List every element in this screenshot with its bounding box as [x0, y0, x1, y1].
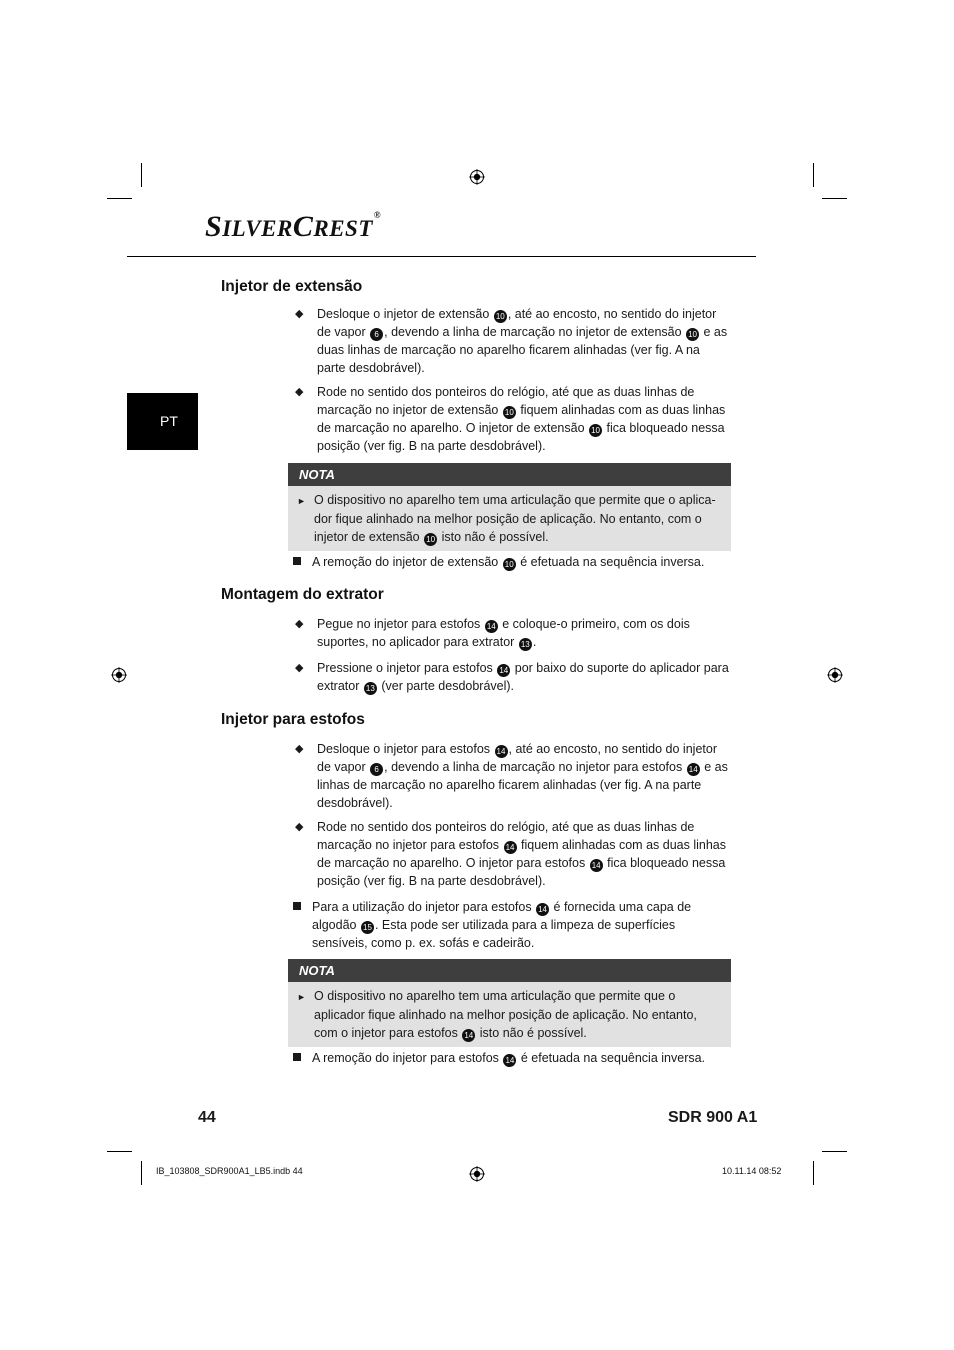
info-text [312, 898, 732, 952]
text-run: e as linhas de marcação no aparelho ficarem alinhadas (ver fig. A na parte desdobrável). [317, 760, 728, 810]
reference-number-badge: 14 [503, 1054, 516, 1067]
language-tab [127, 393, 198, 450]
reference-number-badge: 14 [687, 763, 700, 776]
section-title: Injetor de extensão [221, 278, 363, 295]
registration-mark-icon [469, 169, 485, 185]
text-run: . Esta pode ser utilizada para a limpeza de superfícies sensíveis, como p. ex. sofás e cadeirão. [312, 918, 676, 950]
text-run: isto não é possível. [438, 530, 549, 544]
text-run: , até ao encosto, no sentido do injetor de vapor [317, 307, 717, 339]
reference-number-badge: 10 [686, 328, 699, 341]
crop-mark [107, 1151, 132, 1152]
note-body [288, 486, 731, 551]
diamond-icon: ◆ [295, 308, 304, 320]
registration-mark-icon [469, 1166, 485, 1182]
text-run: , devendo a linha de marcação no injetor de extensão [384, 325, 686, 339]
crop-mark [141, 1161, 142, 1185]
text-run: , devendo a linha de marcação no injetor para estofos [384, 760, 686, 774]
crop-mark [813, 163, 814, 187]
text-run: e as duas linhas de marcação no aparelho ficarem alinhadas (ver fig. A na parte desdobrável). [317, 325, 728, 375]
reference-number-badge: 14 [536, 903, 549, 916]
registration-mark-icon [111, 667, 127, 683]
section-title: Montagem do extrator [221, 586, 384, 603]
crop-mark [107, 198, 132, 199]
square-icon [293, 557, 301, 565]
crop-mark [822, 198, 847, 199]
text-run: , até ao encosto, no sentido do injetor de vapor [317, 742, 717, 774]
note-text [314, 493, 716, 544]
info-item [312, 898, 732, 952]
note-label: NOTA [288, 463, 731, 486]
text-run: fica bloqueado nessa posição (ver fig. B na parte desdobrável). [317, 421, 725, 453]
note-body [288, 982, 731, 1047]
reference-number-badge: 10 [503, 558, 516, 571]
reference-number-badge: 14 [497, 664, 510, 677]
step-text [317, 659, 731, 695]
crop-mark [813, 1161, 814, 1185]
text-run: A remoção do injetor de extensão [312, 555, 502, 569]
diamond-icon: ◆ [295, 821, 304, 833]
text-run: Para a utilização do injetor para estofos [312, 900, 536, 914]
step-text [317, 615, 731, 651]
brand-logo: SILVERCREST® [205, 210, 382, 243]
reference-number-badge: 14 [485, 620, 498, 633]
step-item [317, 818, 731, 890]
reference-number-badge: 10 [589, 424, 602, 437]
reference-number-badge: 13 [364, 682, 377, 695]
diamond-icon: ◆ [295, 386, 304, 398]
triangle-right-icon: ► [297, 992, 306, 1002]
registration-mark-icon [827, 667, 843, 683]
reference-number-badge: 14 [495, 745, 508, 758]
page-number: 44 [198, 1109, 216, 1126]
step-item [317, 305, 731, 377]
step-text [317, 818, 731, 890]
note-text [314, 989, 697, 1040]
step-item [317, 659, 731, 695]
text-run: é efetuada na sequência inversa. [517, 1051, 706, 1065]
text-run: A remoção do injetor para estofos [312, 1051, 503, 1065]
remark-item [312, 553, 732, 571]
text-run: é fornecida uma capa de algodão [312, 900, 692, 932]
section-title: Injetor para estofos [221, 711, 365, 728]
print-slug-file: IB_103808_SDR900A1_LB5.indb 44 [156, 1166, 303, 1176]
language-tab-label: PT [160, 413, 178, 429]
step-text [317, 383, 731, 455]
step-text [317, 740, 731, 812]
reference-number-badge: 14 [504, 841, 517, 854]
text-run: Desloque o injetor para estofos [317, 742, 494, 756]
text-run: Rode no sentido dos ponteiros do relógio, até que as duas linhas de marcação no injetor de extensão [317, 385, 695, 417]
square-icon [293, 902, 301, 910]
text-run: fiquem alinhadas com as duas linhas de marcação no aparelho. O injetor de extensão [317, 403, 726, 435]
text-run: e coloque-o primeiro, com os dois suportes, no aplicador para extrator [317, 617, 690, 649]
diamond-icon: ◆ [295, 743, 304, 755]
reference-number-badge: 15 [361, 921, 374, 934]
step-item [317, 740, 731, 812]
note-label: NOTA [288, 959, 731, 982]
model-name: SDR 900 A1 [668, 1109, 758, 1126]
reference-number-badge: 6 [370, 328, 383, 341]
triangle-right-icon: ► [297, 496, 306, 506]
note-box [288, 463, 731, 551]
note-box [288, 959, 731, 1047]
header-divider [127, 256, 756, 257]
reference-number-badge: 6 [370, 763, 383, 776]
text-run: fica bloqueado nessa posição (ver fig. B na parte desdobrável). [317, 856, 726, 888]
reference-number-badge: 14 [462, 1029, 475, 1042]
text-run: Rode no sentido dos ponteiros do relógio, até que as duas linhas de marcação no injetor para estofos [317, 820, 695, 852]
reference-number-badge: 10 [494, 310, 507, 323]
reference-number-badge: 13 [519, 638, 532, 651]
diamond-icon: ◆ [295, 662, 304, 674]
square-icon [293, 1053, 301, 1061]
reference-number-badge: 10 [424, 533, 437, 546]
text-run: (ver parte desdobrável). [377, 679, 515, 693]
step-item [317, 615, 731, 651]
step-item [317, 383, 731, 455]
crop-mark [141, 163, 142, 187]
text-run: O dispositivo no aparelho tem uma articulação que permite que o aplicador fique alinhado na melhor posição de aplicação. No entanto, com o injetor para estofos [314, 989, 697, 1040]
print-slug-date: 10.11.14 08:52 [722, 1166, 782, 1176]
reference-number-badge: 14 [590, 859, 603, 872]
text-run: é efetuada na sequência inversa. [516, 555, 705, 569]
text-run: isto não é possível. [476, 1026, 587, 1040]
text-run: Pressione o injetor para estofos [317, 661, 497, 675]
remark-item [312, 1049, 732, 1067]
diamond-icon: ◆ [295, 618, 304, 630]
remark-text [312, 1049, 732, 1067]
reference-number-badge: 10 [503, 406, 516, 419]
text-run: Desloque o injetor de extensão [317, 307, 493, 321]
text-run: O dispositivo no aparelho tem uma articulação que permite que o aplica-dor fique alinhado na melhor posição de aplicação. No entanto, com o injetor de extensão [314, 493, 716, 544]
text-run: . [532, 635, 537, 649]
remark-text [312, 553, 732, 571]
text-run: Pegue no injetor para estofos [317, 617, 484, 631]
text-run: por baixo do suporte do aplicador para extrator [317, 661, 729, 693]
text-run: fiquem alinhadas com as duas linhas de marcação no aparelho. O injetor para estofos [317, 838, 726, 870]
crop-mark [822, 1151, 847, 1152]
step-text [317, 305, 731, 377]
